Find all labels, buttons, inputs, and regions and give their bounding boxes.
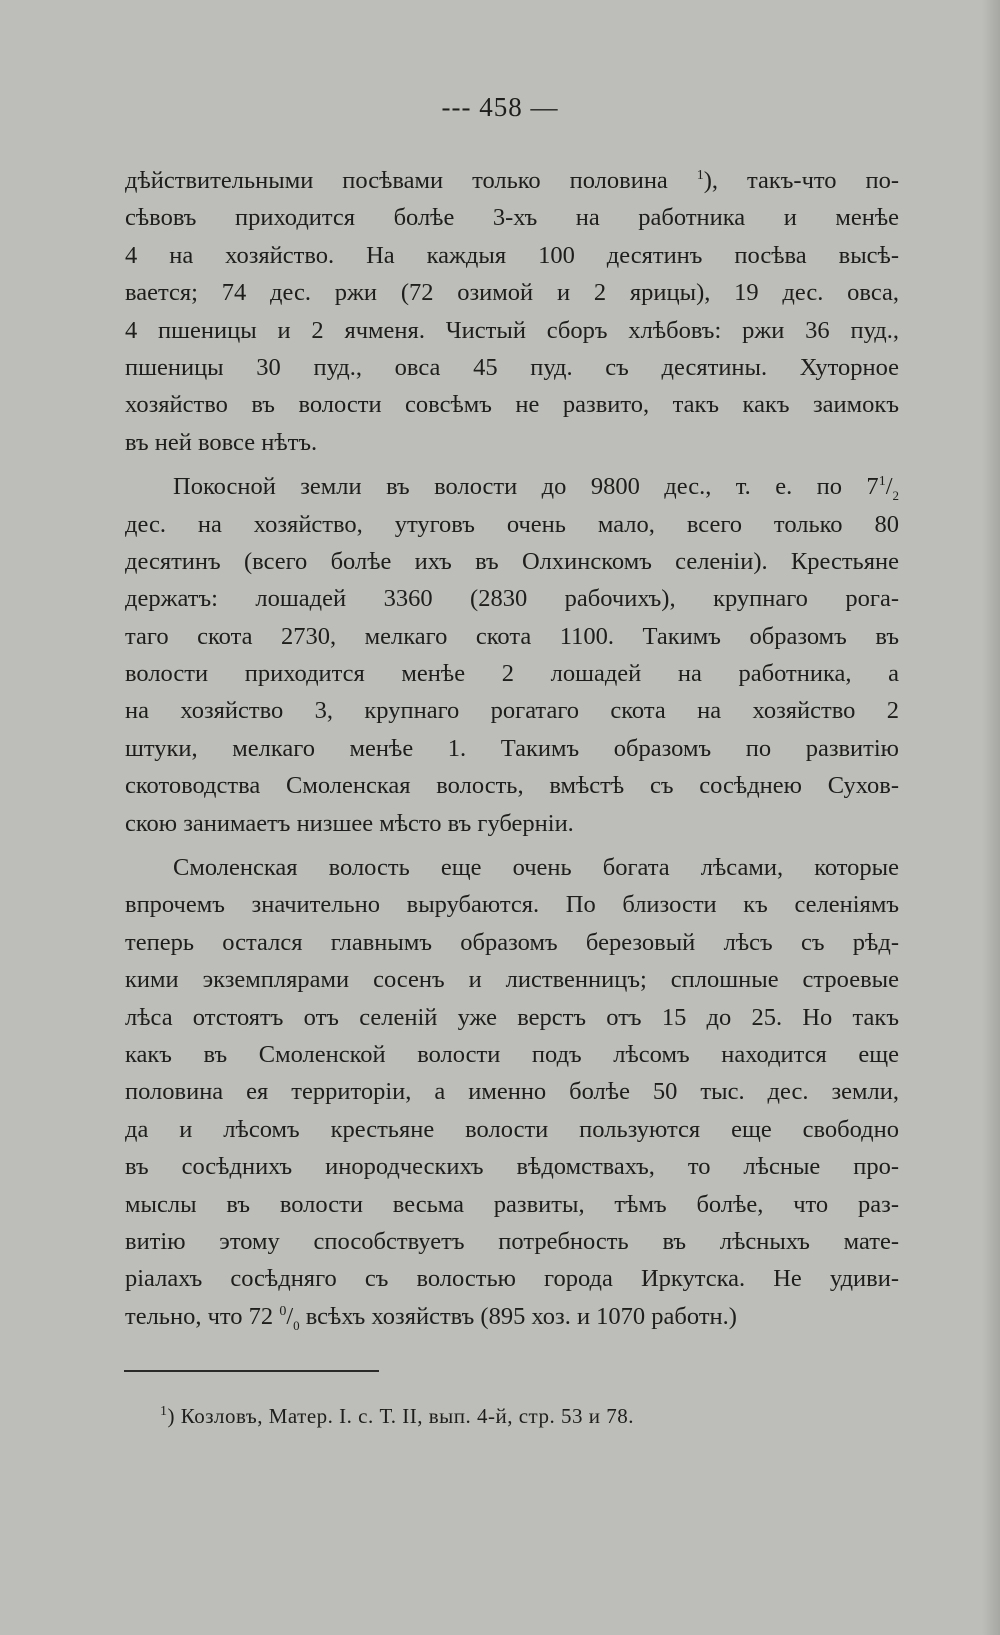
line-text: да и лѣсомъ крестьяне волости пользуются еще свободно bbox=[125, 1115, 899, 1143]
line-text: скотоводства Смоленская волость, вмѣстѣ съ сосѣднею Сухов- bbox=[125, 772, 899, 800]
line-text: впрочемъ значительно вырубаются. По близости къ селеніямъ bbox=[125, 891, 899, 919]
text-line bbox=[125, 1223, 899, 1260]
text-line bbox=[125, 655, 899, 692]
text-line bbox=[125, 767, 899, 804]
line-text: 4 на хозяйство. На каждыя 100 десятинъ посѣва высѣ- bbox=[125, 241, 899, 269]
line-sub: 2 bbox=[892, 488, 899, 504]
text-line bbox=[125, 349, 899, 386]
page-number: --- 458 — bbox=[441, 92, 559, 122]
text-line bbox=[125, 1111, 899, 1148]
footnote-marker: 1 bbox=[160, 1404, 168, 1419]
text-line bbox=[125, 580, 899, 617]
line-post: всѣхъ хозяйствъ (895 хоз. и 1070 работн.) bbox=[299, 1302, 737, 1330]
text-line bbox=[125, 1260, 899, 1297]
footnote-separator bbox=[124, 1370, 379, 1372]
text-line bbox=[125, 618, 899, 655]
line-sub: 0 bbox=[293, 1317, 300, 1333]
line-text: ріалахъ сосѣдняго съ волостью города Иркутска. Не удиви- bbox=[125, 1265, 899, 1293]
line-text: штуки, мелкаго менѣе 1. Такимъ образомъ по развитію bbox=[125, 734, 899, 762]
line-text: теперь остался главнымъ образомъ березовый лѣсъ съ рѣд- bbox=[125, 928, 899, 956]
text-line bbox=[125, 237, 899, 274]
line-pre: Покосной земли въ волости до 9800 дес., т. е. по 7 bbox=[173, 473, 879, 501]
line-text: десятинъ (всего болѣе ихъ въ Олхинскомъ селеніи). Крестьяне bbox=[125, 547, 899, 575]
text-line bbox=[125, 849, 899, 886]
text-line bbox=[125, 730, 899, 767]
line-pre: тельно, что 72 bbox=[125, 1302, 280, 1330]
text-line bbox=[125, 805, 899, 842]
text-line bbox=[125, 886, 899, 923]
line-text: сѣвовъ приходится болѣе 3-хъ на работника и менѣе bbox=[125, 204, 899, 232]
paragraph bbox=[125, 162, 899, 461]
line-text: мыслы въ волости весьма развиты, тѣмъ болѣе, что раз- bbox=[125, 1190, 899, 1218]
line-text: хозяйство въ волости совсѣмъ не развито, такъ какъ заимокъ bbox=[125, 391, 899, 419]
line-text: витію этому способствуетъ потребность въ лѣсныхъ мате- bbox=[125, 1227, 899, 1255]
line-post: ), такъ-что по- bbox=[703, 167, 899, 194]
text-line bbox=[125, 162, 899, 199]
line-text: кими экземплярами сосенъ и лиственницъ; сплошные строевые bbox=[125, 966, 899, 994]
text-line bbox=[125, 506, 899, 543]
line-text: волости приходится менѣе 2 лошадей на работника, а bbox=[125, 660, 899, 688]
text-line bbox=[125, 999, 899, 1036]
text-line bbox=[125, 312, 899, 349]
text-line bbox=[125, 199, 899, 236]
line-slash: / bbox=[885, 473, 893, 501]
line-text: пшеницы 30 пуд., овса 45 пуд. съ десятины. Хуторное bbox=[125, 353, 899, 381]
text-line bbox=[125, 468, 899, 505]
paragraph bbox=[125, 468, 899, 842]
text-line bbox=[125, 1148, 899, 1185]
text-line bbox=[125, 543, 899, 580]
text-line bbox=[125, 386, 899, 423]
line-text: скою занимаетъ низшее мѣсто въ губерніи. bbox=[125, 809, 574, 837]
line-text: въ сосѣднихъ инородческихъ вѣдомствахъ, то лѣсные про- bbox=[125, 1153, 899, 1181]
line-sup: 0 bbox=[279, 1303, 287, 1319]
text-line bbox=[125, 692, 899, 729]
line-pre: дѣйствительными посѣвами только половина bbox=[125, 167, 697, 194]
line-text: 4 пшеницы и 2 ячменя. Чистый сборъ хлѣбовъ: ржи 36 пуд., bbox=[125, 316, 899, 344]
text-line bbox=[125, 961, 899, 998]
line-text: лѣса отстоятъ отъ селеній уже верстъ отъ 15 до 25. Но такъ bbox=[125, 1003, 899, 1031]
line-text: половина ея территоріи, а именно болѣе 50 тыс. дес. земли, bbox=[125, 1078, 899, 1106]
paragraph bbox=[125, 849, 899, 1335]
footnote-text: ) Козловъ, Матер. I. с. Т. II, вып. 4-й, стр. 53 и 78. bbox=[167, 1404, 634, 1428]
text-line bbox=[125, 274, 899, 311]
line-text: держатъ: лошадей 3360 (2830 рабочихъ), крупнаго рога- bbox=[125, 585, 899, 613]
footnote bbox=[160, 1404, 634, 1429]
text-line bbox=[125, 1186, 899, 1223]
text-line bbox=[125, 1036, 899, 1073]
line-text: дес. на хозяйство, утуговъ очень мало, всего только 80 bbox=[125, 510, 899, 538]
line-sup: 1 bbox=[878, 473, 886, 489]
line-text: вается; 74 дес. ржи (72 озимой и 2 ярицы), 19 дес. овса, bbox=[125, 279, 899, 307]
text-line bbox=[125, 1298, 899, 1335]
page-edge-shadow bbox=[982, 0, 1000, 1635]
text-line bbox=[125, 1073, 899, 1110]
line-text: на хозяйство 3, крупнаго рогатаго скота на хозяйство 2 bbox=[125, 697, 899, 725]
line-slash: / bbox=[286, 1302, 294, 1330]
line-text: таго скота 2730, мелкаго скота 1100. Такимъ образомъ въ bbox=[125, 622, 899, 650]
line-text: въ ней вовсе нѣтъ. bbox=[125, 428, 318, 456]
text-line bbox=[125, 924, 899, 961]
line-sup: 1 bbox=[696, 167, 704, 183]
line-text: какъ въ Смоленской волости подъ лѣсомъ находится еще bbox=[125, 1040, 899, 1068]
line-text: Смоленская волость еще очень богата лѣсами, которые bbox=[173, 854, 899, 882]
text-line bbox=[125, 424, 899, 461]
body-text bbox=[125, 162, 899, 1335]
